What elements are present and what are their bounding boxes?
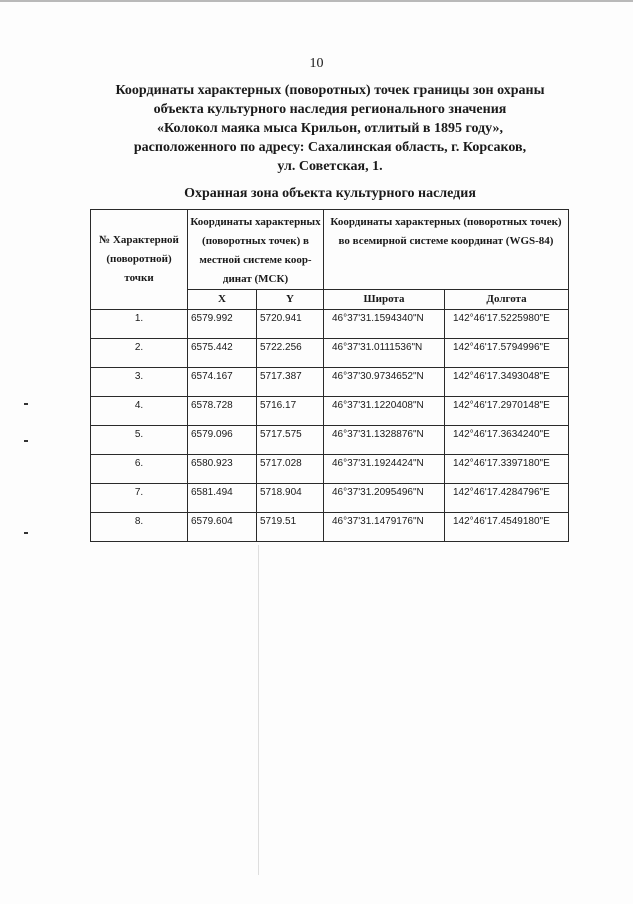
cell-y: 5717.028 bbox=[257, 455, 324, 484]
cell-longitude: 142°46'17.3493048"E bbox=[445, 368, 569, 397]
cell-x: 6574.167 bbox=[188, 368, 257, 397]
header-wgs-coordinates: Координаты характерных (поворотных точек) во всемирной системе координат (WGS-84) bbox=[324, 210, 569, 290]
scan-edge bbox=[0, 0, 633, 2]
cell-point-number: 1. bbox=[91, 310, 188, 339]
cell-point-number: 7. bbox=[91, 484, 188, 513]
cell-y: 5720.941 bbox=[257, 310, 324, 339]
cell-x: 6575.442 bbox=[188, 339, 257, 368]
title-line: объекта культурного наследия регионального значения bbox=[153, 102, 507, 117]
cell-latitude: 46°37'31.1479176"N bbox=[324, 513, 445, 542]
cell-latitude: 46°37'31.1220408"N bbox=[324, 397, 445, 426]
cell-x: 6578.728 bbox=[188, 397, 257, 426]
cell-latitude: 46°37'30.9734652"N bbox=[324, 368, 445, 397]
cell-longitude: 142°46'17.4284796"E bbox=[445, 484, 569, 513]
header-y: Y bbox=[257, 290, 324, 310]
cell-latitude: 46°37'31.1594340"N bbox=[324, 310, 445, 339]
table-header-row bbox=[91, 210, 569, 290]
cell-longitude: 142°46'17.5225980"E bbox=[445, 310, 569, 339]
cell-x: 6579.096 bbox=[188, 426, 257, 455]
cell-y: 5722.256 bbox=[257, 339, 324, 368]
cell-x: 6579.992 bbox=[188, 310, 257, 339]
page-number: 10 bbox=[309, 56, 324, 71]
cell-point-number: 2. bbox=[91, 339, 188, 368]
cell-y: 5718.904 bbox=[257, 484, 324, 513]
cell-y: 5717.387 bbox=[257, 368, 324, 397]
cell-longitude: 142°46'17.2970148"E bbox=[445, 397, 569, 426]
table-row bbox=[91, 455, 569, 484]
header-msk-coordinates: Координаты характерных (поворотных точек) в местной системе коор-динат (МСК) bbox=[188, 210, 324, 290]
cell-point-number: 4. bbox=[91, 397, 188, 426]
cell-x: 6580.923 bbox=[188, 455, 257, 484]
cell-latitude: 46°37'31.1328876"N bbox=[324, 426, 445, 455]
title-line: ул. Советская, 1. bbox=[277, 159, 383, 174]
cell-y: 5719.51 bbox=[257, 513, 324, 542]
coordinates-table bbox=[90, 209, 569, 542]
document-title bbox=[90, 81, 570, 176]
header-longitude: Долгота bbox=[445, 290, 569, 310]
table-row bbox=[91, 368, 569, 397]
section-subtitle: Охранная зона объекта культурного наследия bbox=[184, 186, 476, 201]
binding-hole-mark bbox=[24, 440, 28, 442]
cell-longitude: 142°46'17.4549180"E bbox=[445, 513, 569, 542]
cell-x: 6581.494 bbox=[188, 484, 257, 513]
table-row bbox=[91, 310, 569, 339]
scan-artifact-line bbox=[258, 545, 259, 875]
title-line: «Колокол маяка мыса Крильон, отлитый в 1895 году», bbox=[157, 121, 503, 136]
table-row bbox=[91, 484, 569, 513]
cell-longitude: 142°46'17.3397180"E bbox=[445, 455, 569, 484]
title-line: Координаты характерных (поворотных) точек границы зон охраны bbox=[115, 83, 545, 98]
binding-hole-mark bbox=[24, 403, 28, 405]
header-latitude: Широта bbox=[324, 290, 445, 310]
cell-latitude: 46°37'31.0111536"N bbox=[324, 339, 445, 368]
table-row bbox=[91, 513, 569, 542]
title-line: расположенного по адресу: Сахалинская область, г. Корсаков, bbox=[133, 140, 527, 155]
table-row bbox=[91, 397, 569, 426]
cell-point-number: 6. bbox=[91, 455, 188, 484]
table-row bbox=[91, 339, 569, 368]
header-point-number: № Характерной (поворотной) точки bbox=[91, 210, 188, 310]
cell-longitude: 142°46'17.3634240"E bbox=[445, 426, 569, 455]
cell-latitude: 46°37'31.1924424"N bbox=[324, 455, 445, 484]
cell-y: 5717.575 bbox=[257, 426, 324, 455]
cell-point-number: 3. bbox=[91, 368, 188, 397]
cell-longitude: 142°46'17.5794996"E bbox=[445, 339, 569, 368]
table-row bbox=[91, 426, 569, 455]
cell-y: 5716.17 bbox=[257, 397, 324, 426]
cell-x: 6579.604 bbox=[188, 513, 257, 542]
cell-latitude: 46°37'31.2095496"N bbox=[324, 484, 445, 513]
header-x: X bbox=[188, 290, 257, 310]
cell-point-number: 8. bbox=[91, 513, 188, 542]
binding-hole-mark bbox=[24, 532, 28, 534]
cell-point-number: 5. bbox=[91, 426, 188, 455]
